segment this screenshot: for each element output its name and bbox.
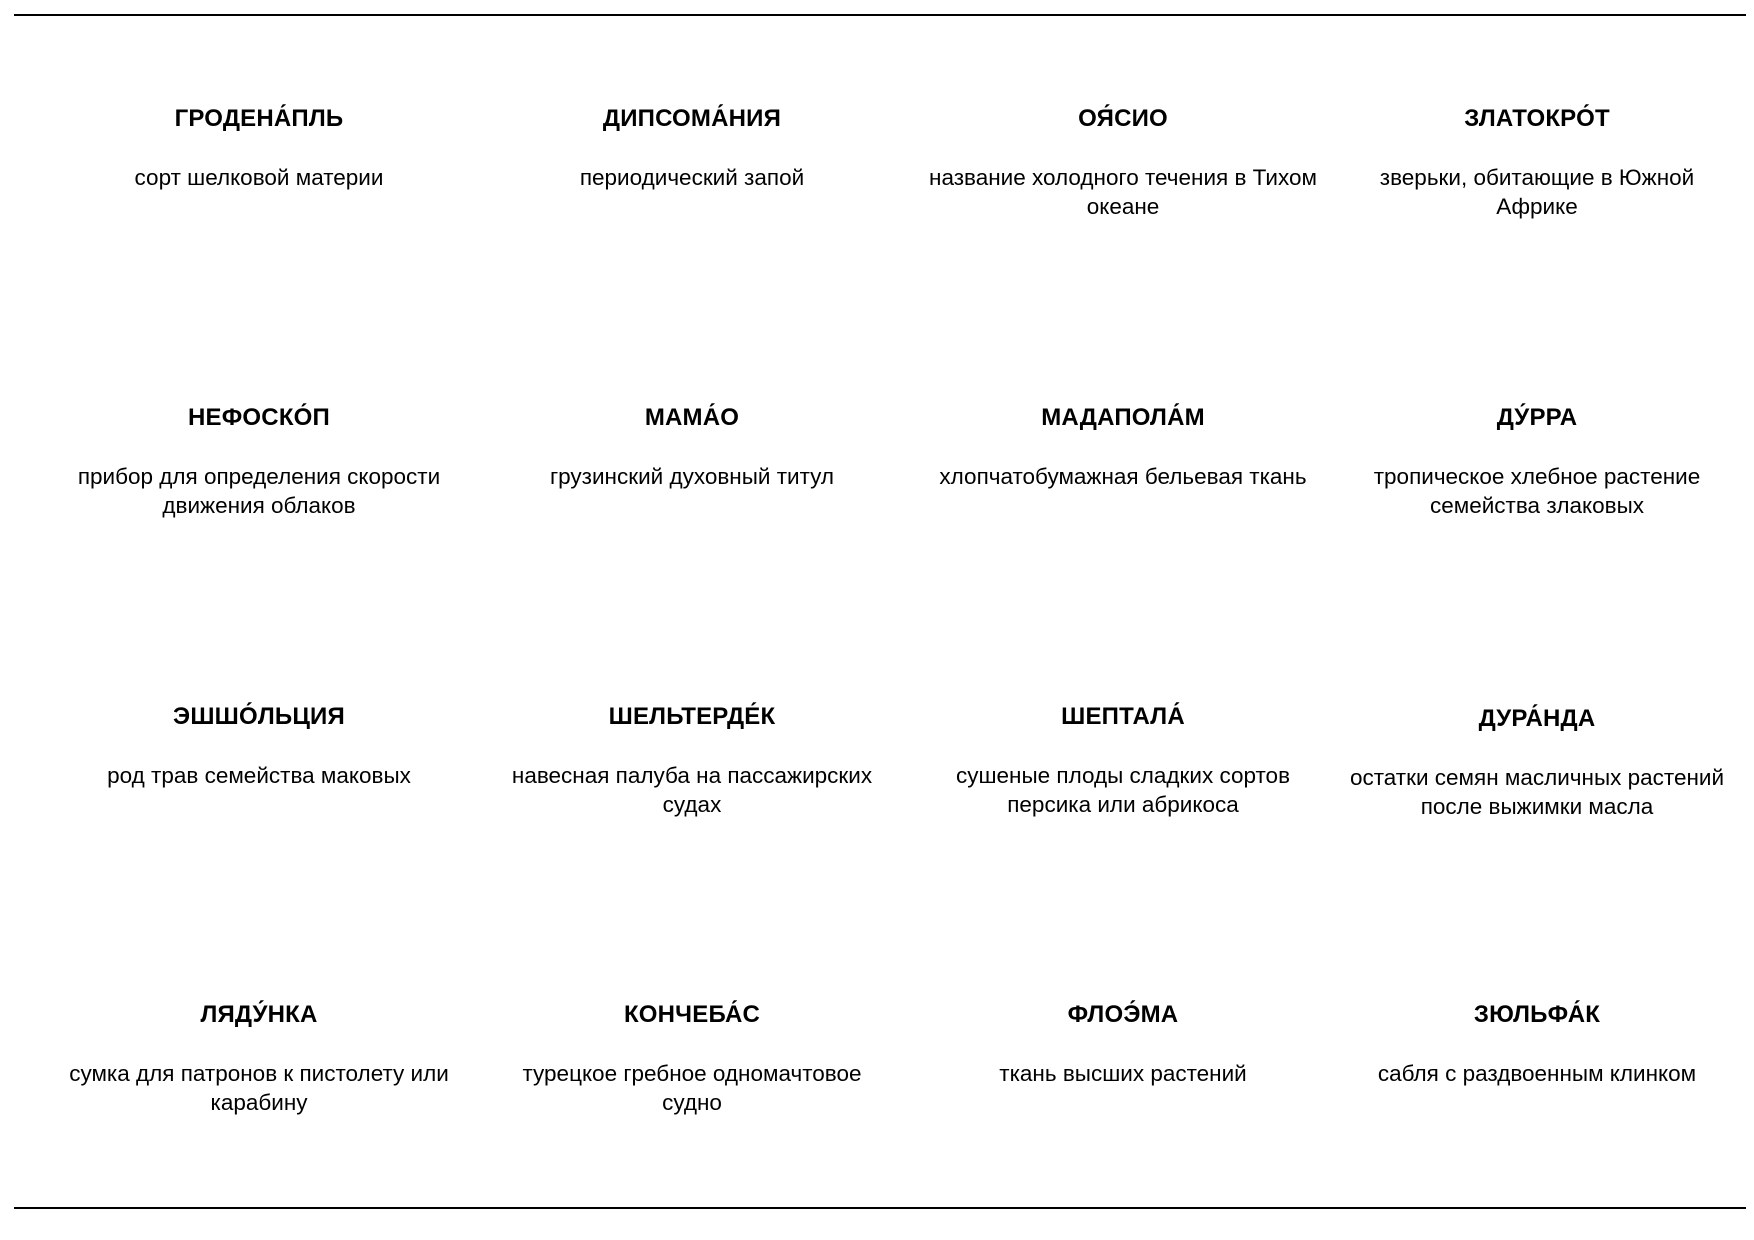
word-card: [54, 1000, 464, 1117]
word-card: [918, 104, 1328, 221]
word-definition: название холодного течения в Тихом океане: [929, 165, 1317, 219]
word-card: [918, 403, 1328, 491]
word-term: ЗЛАТОКРО́Т: [1464, 105, 1610, 132]
word-definition: периодический запой: [579, 165, 805, 190]
word-term: ДУРА́НДА: [1478, 705, 1596, 732]
word-card: [487, 1000, 897, 1117]
word-term: МАМА́О: [644, 404, 740, 431]
word-definition: турецкое гребное одномачтовое судно: [522, 1061, 862, 1115]
word-term: МАДАПОЛА́М: [1041, 404, 1205, 431]
word-card: [487, 702, 897, 819]
word-card: [1332, 104, 1742, 221]
word-definition: ткань высших растений: [999, 1061, 1247, 1086]
word-term: КОНЧЕБА́С: [623, 1001, 761, 1028]
word-term: ЛЯДУ́НКА: [200, 1001, 318, 1028]
word-definition: тропическое хлебное растение семейства злаковых: [1373, 464, 1701, 518]
word-term: ДИПСОМА́НИЯ: [602, 105, 782, 132]
word-term: ШЕПТАЛА́: [1061, 703, 1185, 730]
word-term: ЭШШО́ЛЬЦИЯ: [173, 703, 345, 730]
word-definition: род трав семейства маковых: [107, 763, 411, 788]
word-definition: грузинский духовный титул: [549, 464, 835, 489]
word-term: ФЛОЭ́МА: [1067, 1001, 1179, 1028]
word-card: [54, 403, 464, 520]
word-card: [487, 403, 897, 491]
word-card: [1332, 1000, 1742, 1088]
word-card-grid: [30, 0, 1750, 1240]
word-term: НЕФОСКО́П: [188, 404, 330, 431]
word-definition: навесная палуба на пассажирских судах: [511, 763, 873, 817]
word-definition: хлопчатобумажная бельевая ткань: [939, 464, 1307, 489]
word-definition: зверьки, обитающие в Южной Африке: [1379, 165, 1695, 219]
word-card: [918, 702, 1328, 819]
bottom-divider: [14, 1207, 1746, 1209]
word-definition: сабля с раздвоенным клинком: [1377, 1061, 1697, 1086]
word-term: ГРОДЕНА́ПЛЬ: [174, 105, 344, 132]
word-term: ШЕЛЬТЕРДЕ́К: [608, 703, 776, 730]
word-card: [918, 1000, 1328, 1088]
word-term: ОЯ́СИО: [1078, 105, 1168, 132]
word-definition: сорт шелковой материи: [134, 165, 384, 190]
word-definition: сушеные плоды сладких сортов персика или абрикоса: [955, 763, 1291, 817]
word-definition: прибор для определения скорости движения облаков: [77, 464, 441, 518]
word-card: [54, 702, 464, 790]
word-card: [487, 104, 897, 192]
word-term: ЗЮЛЬФА́К: [1473, 1001, 1601, 1028]
word-card: [54, 104, 464, 192]
word-term: ДУ́РРА: [1496, 404, 1578, 431]
word-card: [1332, 704, 1742, 821]
word-definition: сумка для патронов к пистолету или карабину: [69, 1061, 449, 1115]
word-definition: остатки семян масличных растений после выжимки масла: [1349, 765, 1725, 819]
word-card: [1332, 403, 1742, 520]
